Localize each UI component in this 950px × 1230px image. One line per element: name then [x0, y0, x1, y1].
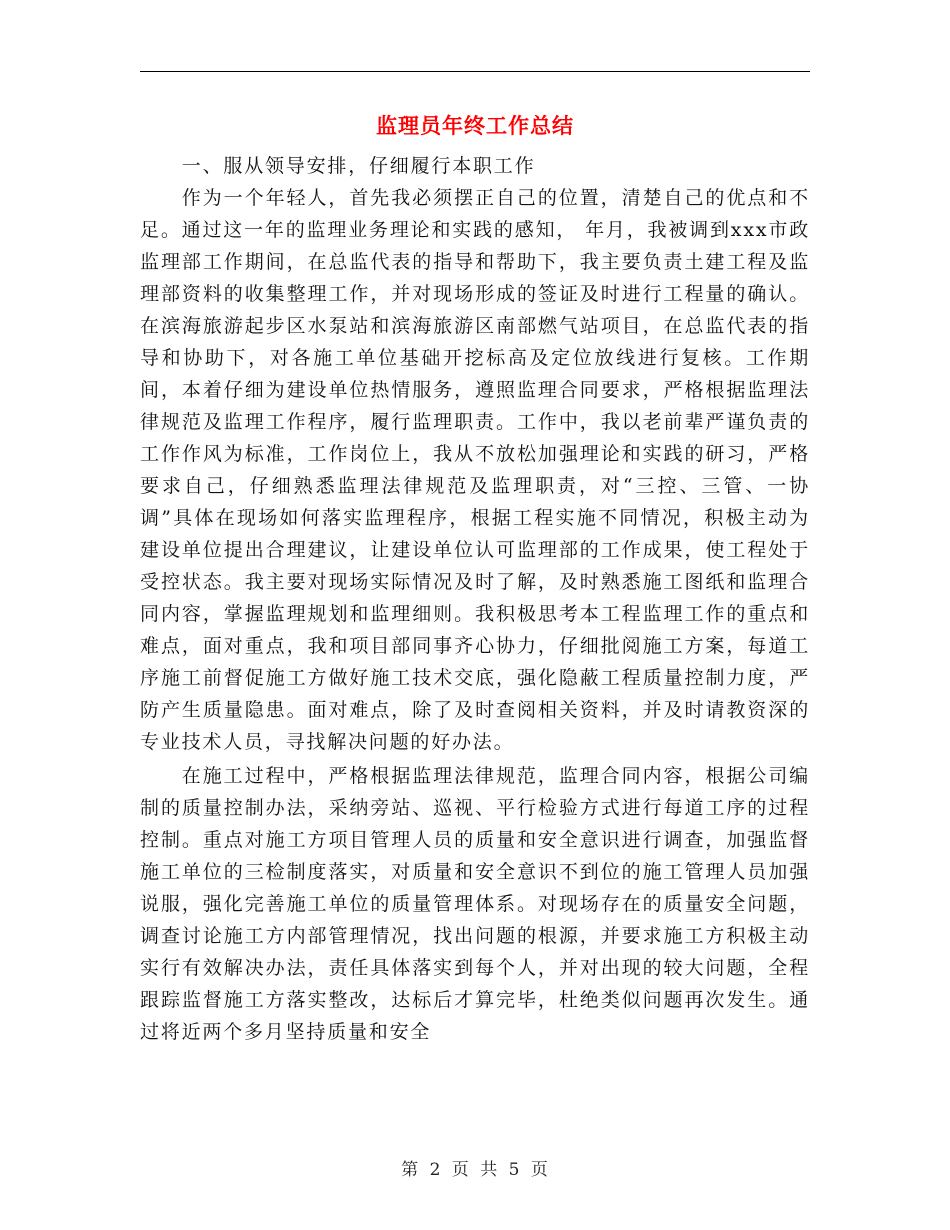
document-body: [140, 150, 810, 1048]
header-rule: [140, 71, 810, 72]
body-paragraph-2: 在施工过程中，严格根据监理法律规范，监理合同内容，根据公司编制的质量控制办法，采纳旁站、巡视、平行检验方式进行每道工序的过程控制。重点对施工方项目管理人员的质量和安全意识进行调查，加强监督施工单位的三检制度落实，对质量和安全意识不到位的施工管理人员加强说服，强化完善施工单位的质量管理体系。对现场存在的质量安全问题，调查讨论施工方内部管理情况，找出问题的根源，并要求施工方积极主动实行有效解决办法，责任具体落实到每个人，并对出现的较大问题，全程跟踪监督施工方落实整改，达标后才算完毕，杜绝类似问题再次发生。通过将近两个多月坚持质量和安全: [140, 765, 810, 1043]
body-paragraph-1: 作为一个年轻人，首先我必须摆正自己的位置，清楚自己的优点和不足。通过这一年的监理业务理论和实践的感知， 年月，我被调到xxx市政监理部工作期间，在总监代表的指导和帮助下，我主要负责土建工程及监理部资料的收集整理工作，并对现场形成的签证及时进行工程量的确认。在滨海旅游起步区水泵站和滨海旅游区南部燃气站项目，在总监代表的指导和协助下，对各施工单位基础开挖标高及定位放线进行复核。工作期间，本着仔细为建设单位热情服务，遵照监理合同要求，严格根据监理法律规范及监理工作程序，履行监理职责。工作中，我以老前辈严谨负责的工作作风为标准，工作岗位上，我从不放松加强理论和实践的研习，严格要求自己，仔细熟悉监理法律规范及监理职责，对“三控、三管、一协调”具体在现场如何落实监理程序，根据工程实施不同情况，积极主动为建设单位提出合理建议，让建设单位认可监理部的工作成果，使工程处于受控状态。我主要对现场实际情况及时了解，及时熟悉施工图纸和监理合同内容，掌握监理规划和监理细则。我积极思考本工程监理工作的重点和难点，面对重点，我和项目部同事齐心协力，仔细批阅施工方案，每道工序施工前督促施工方做好施工技术交底，强化隐蔽工程质量控制力度，严防产生质量隐患。面对难点，除了及时查阅相关资料，并及时请教资深的专业技术人员，寻找解决问题的好办法。: [140, 187, 810, 753]
page-number: 第 2 页 共 5 页: [401, 1160, 549, 1180]
section-heading: 一、服从领导安排，仔细履行本职工作: [181, 155, 536, 177]
document-title: 监理员年终工作总结: [376, 113, 574, 138]
